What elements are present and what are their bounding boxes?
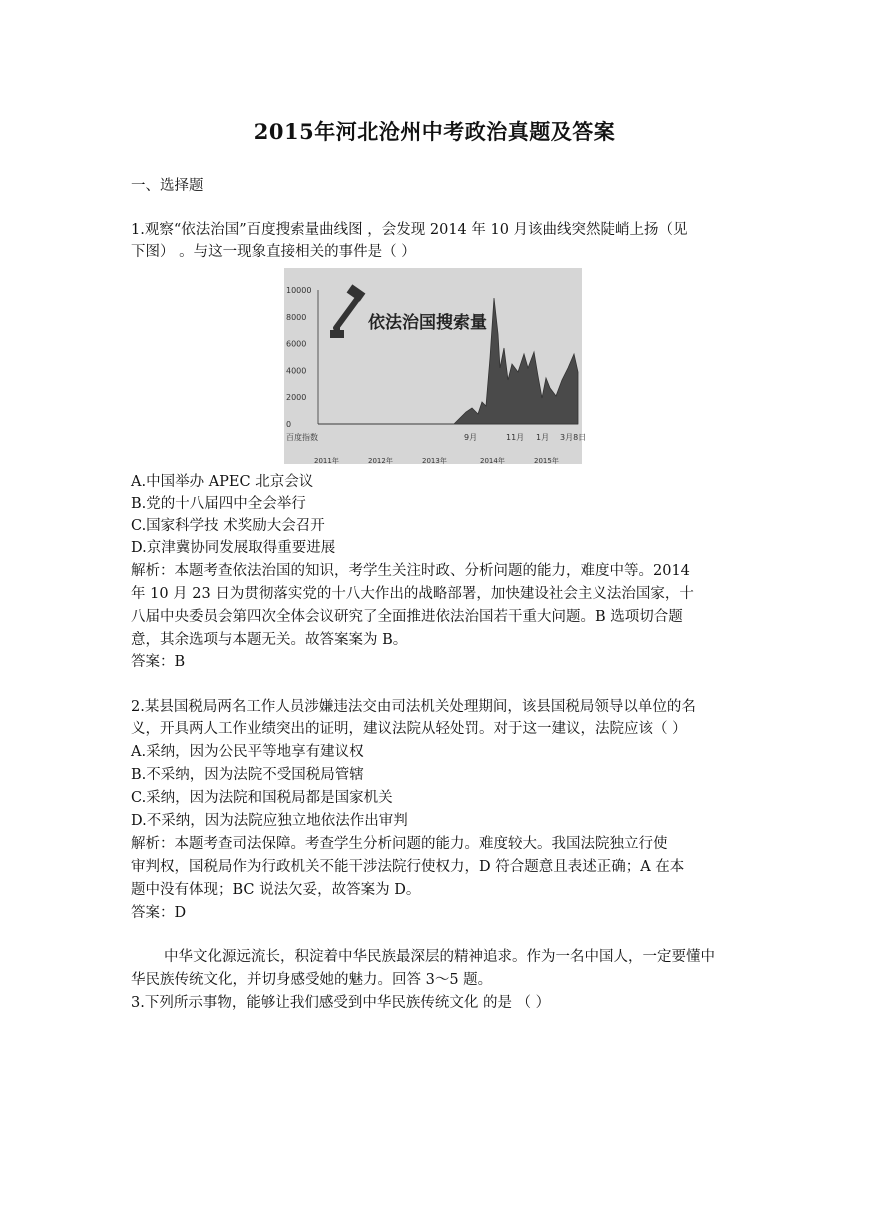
q2-answer: 答案：D	[131, 905, 187, 921]
document-title: 2015年河北沧州中考政治真题及答案	[253, 119, 616, 144]
q1-option-a: A.中国举办 APEC 北京会议	[131, 474, 314, 490]
q2-option-c: C.采纳，因为法院和国税局都是国家机关	[131, 790, 393, 806]
x-month-label: 1月	[536, 433, 550, 442]
q1-analysis-line4: 意，其余选项与本题无关。故答案案为 B。	[131, 632, 408, 648]
x-year-label: 2015年	[534, 457, 559, 465]
x-year-label: 2013年	[422, 457, 447, 465]
q2-option-a: A.采纳，因为公民平等地享有建议权	[131, 744, 364, 760]
y-tick-label: 8000	[286, 312, 307, 322]
y-tick-label: 4000	[286, 366, 307, 376]
q1-stem-line2: 下图） 。与这一现象直接相关的事件是（ ）	[131, 244, 416, 260]
x-year-label: 2014年	[480, 457, 505, 465]
q2-analysis-line2: 审判权，国税局作为行政机关不能干涉法院行使权力，D 符合题意且表述正确；A 在本	[131, 859, 685, 875]
passage-line1: 中华文化源远流长，积淀着中华民族最深层的精神追求。作为一名中国人，一定要懂中	[164, 949, 715, 965]
passage-line2: 华民族传统文化，并切身感受她的魅力。回答 3～5 题。	[131, 972, 493, 988]
chart-title: 依法治国搜索量	[368, 313, 487, 333]
x-month-label: 11月	[506, 433, 525, 442]
x-year-label: 2011年	[314, 457, 339, 465]
q2-analysis-line1: 解析：本题考查司法保障。考查学生分析问题的能力。难度较大。我国法院独立行使	[131, 836, 668, 852]
q2-option-b: B.不采纳，因为法院不受国税局管辖	[131, 767, 364, 783]
y-tick-label: 6000	[286, 339, 307, 349]
y-axis-label: 百度指数	[286, 433, 318, 442]
x-month-label: 3月8日	[560, 433, 587, 442]
q1-option-b: B.党的十八届四中全会举行	[131, 496, 306, 512]
y-tick-label: 10000	[286, 286, 312, 295]
q2-stem-line2: 义，开具两人工作业绩突出的证明，建议法院从轻处罚。对于这一建议，法院应该（ ）	[131, 721, 687, 737]
q1-stem-line1: 1.观察“依法治国”百度搜索量曲线图 ，会发现 2014 年 10 月该曲线突然陡峭上扬（见	[131, 222, 688, 238]
q2-stem-line1: 2.某县国税局两名工作人员涉嫌违法交由司法机关处理期间，该县国税局领导以单位的名	[131, 699, 696, 715]
search-volume-chart	[284, 268, 587, 465]
section-heading: 一、选择题	[131, 178, 204, 194]
q2-analysis-line3: 题中没有体现；BC 说法欠妥，故答案为 D。	[131, 882, 421, 898]
y-tick-label: 2000	[286, 393, 307, 403]
x-month-label: 9月	[464, 433, 478, 442]
y-tick-label: 0	[286, 420, 292, 429]
q1-analysis-line2: 年 10 月 23 日为贯彻落实党的十八大作出的战略部署，加快建设社会主义法治国家，十	[131, 586, 694, 602]
q1-answer: 答案：B	[131, 654, 186, 670]
q1-option-c: C.国家科学技 术奖励大会召开	[131, 518, 325, 534]
q1-analysis-line3: 八届中央委员会第四次全体会议研究了全面推进依法治国若干重大问题。B 选项切合题	[131, 609, 683, 625]
q1-analysis-line1: 解析：本题考查依法治国的知识，考学生关注时政、分析问题的能力，难度中等。2014	[131, 563, 690, 579]
q1-option-d: D.京津冀协同发展取得重要进展	[131, 540, 336, 556]
q2-option-d: D.不采纳，因为法院应独立地依法作出审判	[131, 813, 408, 829]
x-year-label: 2012年	[368, 457, 393, 465]
q3-stem: 3.下列所示事物，能够让我们感受到中华民族传统文化 的是 （ ）	[131, 995, 551, 1011]
